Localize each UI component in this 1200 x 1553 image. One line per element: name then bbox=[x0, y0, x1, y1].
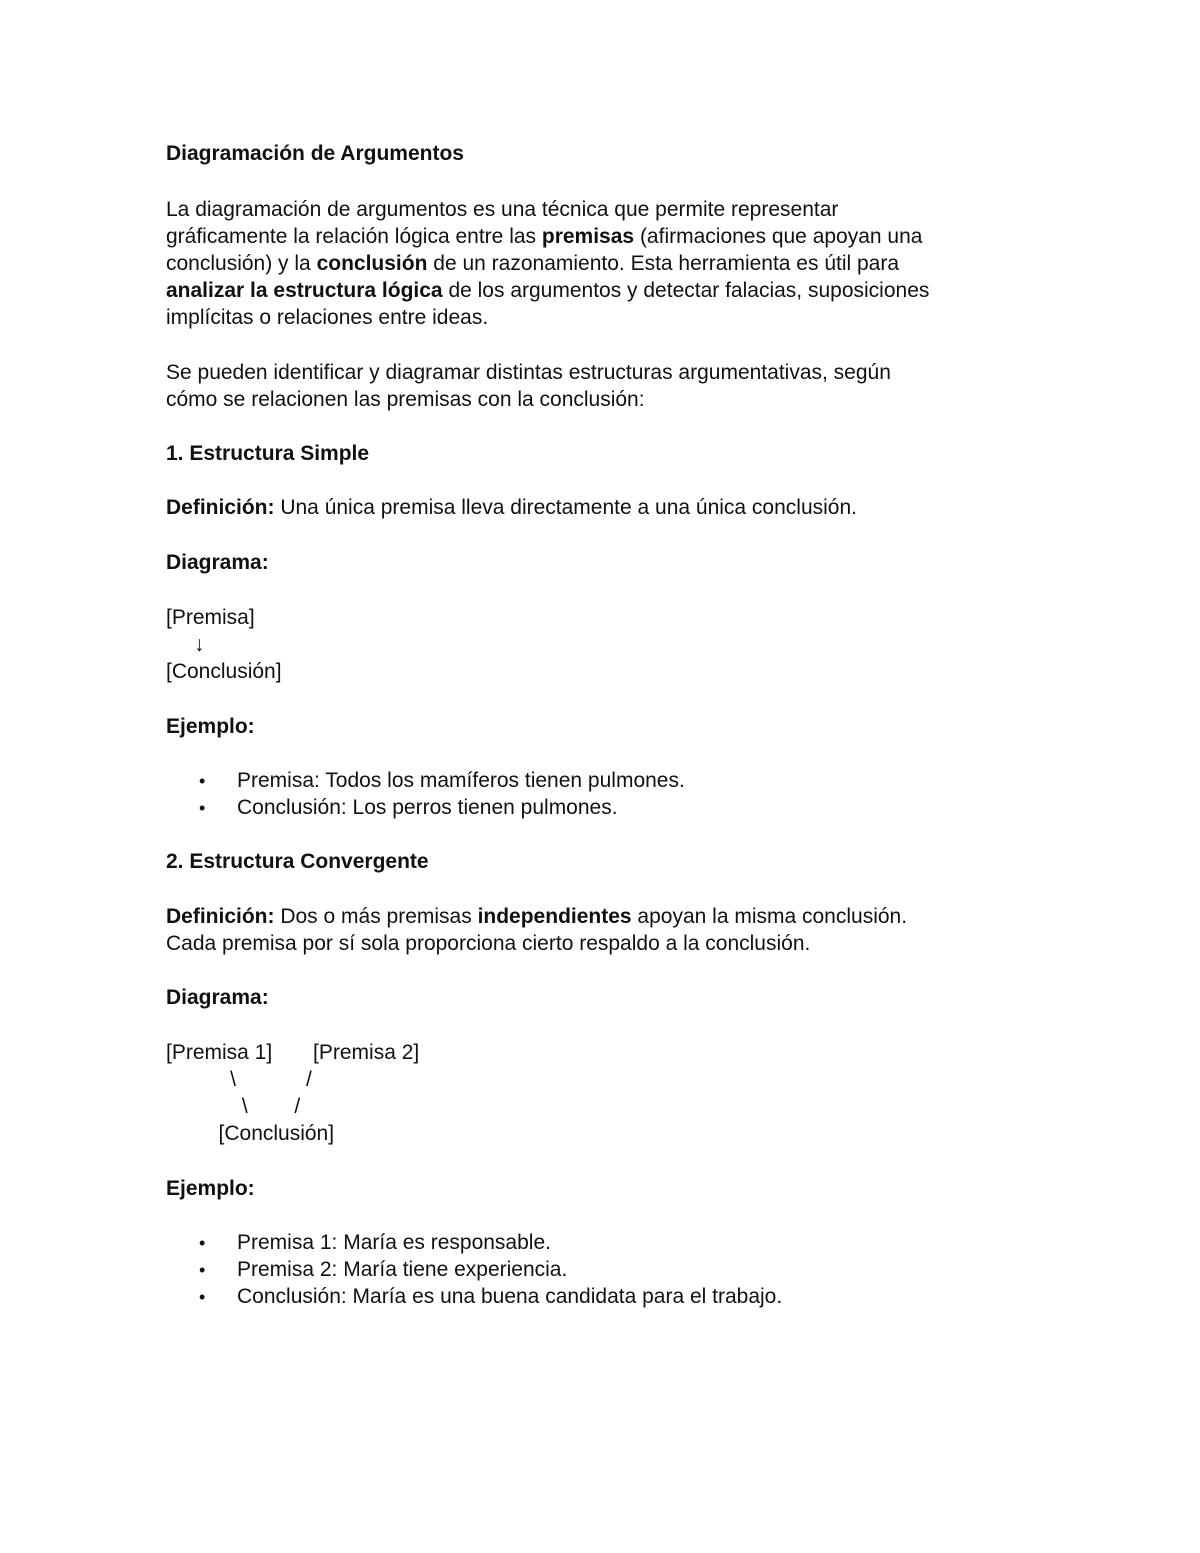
section1-diagram-conclusion: [Conclusión] bbox=[166, 660, 282, 683]
bold-term-independientes: independientes bbox=[477, 905, 632, 928]
section1-example-label: Ejemplo: bbox=[166, 715, 255, 738]
list-item: • Premisa 2: María tiene experiencia. bbox=[199, 1256, 567, 1284]
para2-line-2: cómo se relacionen las premisas con la conclusión: bbox=[166, 388, 645, 411]
bullet-icon: • bbox=[199, 1233, 206, 1253]
bold-term-conclusion: conclusión bbox=[316, 252, 428, 275]
section2-diagram-connectors-1: \ / bbox=[166, 1068, 312, 1091]
list-item: • Premisa: Todos los mamíferos tienen pulmones. bbox=[199, 767, 685, 795]
bullet-icon: • bbox=[199, 1287, 206, 1307]
intro-line-3: conclusión) y la conclusión de un razonamiento. Esta herramienta es útil para bbox=[166, 252, 900, 275]
bullet-icon: • bbox=[199, 798, 206, 818]
intro-line-4: analizar la estructura lógica de los argumentos y detectar falacias, suposiciones bbox=[166, 279, 930, 302]
para2-line-1: Se pueden identificar y diagramar distintas estructuras argumentativas, según bbox=[166, 361, 891, 384]
document-title: Diagramación de Argumentos bbox=[166, 142, 464, 165]
list-item: • Conclusión: María es una buena candidata para el trabajo. bbox=[199, 1283, 782, 1311]
list-item: • Conclusión: Los perros tienen pulmones. bbox=[199, 794, 618, 822]
section2-heading: 2. Estructura Convergente bbox=[166, 850, 429, 873]
intro-line-2: gráficamente la relación lógica entre las premisas (afirmaciones que apoyan una bbox=[166, 225, 923, 248]
section2-diagram-premises: [Premisa 1] [Premisa 2] bbox=[166, 1041, 420, 1064]
list-item: • Premisa 1: María es responsable. bbox=[199, 1229, 551, 1257]
intro-line-1: La diagramación de argumentos es una técnica que permite representar bbox=[166, 198, 839, 221]
intro-line-5: implícitas o relaciones entre ideas. bbox=[166, 306, 489, 329]
section1-definition: Definición: Una única premisa lleva directamente a una única conclusión. bbox=[166, 496, 857, 519]
down-arrow-icon: ↓ bbox=[194, 633, 205, 656]
section1-heading: 1. Estructura Simple bbox=[166, 442, 370, 465]
bullet-icon: • bbox=[199, 771, 206, 791]
section2-definition-line-2: Cada premisa por sí sola proporciona cierto respaldo a la conclusión. bbox=[166, 932, 811, 955]
section2-diagram-conclusion: [Conclusión] bbox=[166, 1122, 335, 1145]
section2-diagram-label: Diagrama: bbox=[166, 986, 269, 1009]
section1-diagram-label: Diagrama: bbox=[166, 551, 269, 574]
section1-diagram-premise: [Premisa] bbox=[166, 606, 255, 629]
bold-term-premisas: premisas bbox=[541, 225, 635, 248]
section2-example-label: Ejemplo: bbox=[166, 1177, 255, 1200]
bullet-icon: • bbox=[199, 1260, 206, 1280]
bold-term-analizar: analizar la estructura lógica bbox=[166, 279, 443, 302]
section2-diagram-connectors-2: \ / bbox=[166, 1095, 301, 1118]
section2-definition-line-1: Definición: Dos o más premisas independientes apoyan la misma conclusión. bbox=[166, 905, 908, 928]
